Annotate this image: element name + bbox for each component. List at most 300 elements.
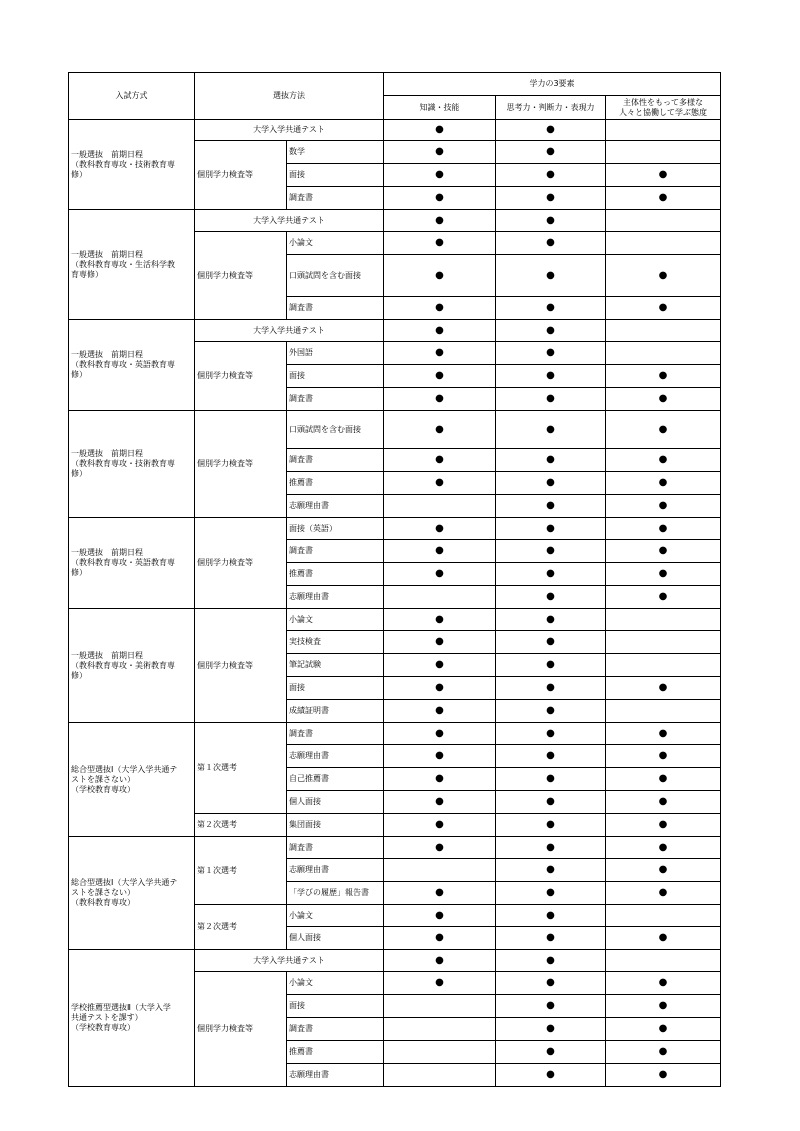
knowledge-mark-cell [384, 232, 496, 255]
thinking-mark-cell [496, 700, 606, 723]
proactive-mark-cell [606, 677, 721, 700]
knowledge-mark-cell [384, 320, 496, 342]
bullet-mark-icon: ● [435, 682, 444, 693]
selection-item-cell: 口頭試問を含む面接 [287, 255, 384, 297]
bullet-mark-icon: ● [546, 909, 555, 921]
thinking-mark-cell [496, 232, 606, 255]
knowledge-mark-cell [384, 1041, 496, 1064]
knowledge-mark-cell [384, 700, 496, 723]
selection-item-cell: 「学びの履歴」報告書 [287, 882, 384, 905]
bullet-mark-icon: ● [658, 568, 668, 579]
bullet-mark-icon: ● [435, 477, 444, 488]
knowledge-mark-cell [384, 859, 496, 882]
bullet-mark-icon: ● [546, 819, 555, 830]
proactive-mark-cell [606, 187, 721, 210]
knowledge-mark-cell [384, 449, 496, 472]
bullet-mark-icon: ● [435, 841, 444, 853]
exam-method-line: 総合型選抜Ⅰ（大学入学共通テ [71, 764, 178, 774]
proactive-mark-cell [606, 232, 721, 255]
selection-group-cell: 大学入学共通テスト [195, 950, 384, 972]
exam-method-line: 修） [71, 370, 87, 379]
table-row [69, 723, 721, 745]
bullet-mark-icon: ● [435, 705, 444, 716]
selection-item-cell: 志願理由書 [287, 586, 384, 609]
thinking-mark-cell [496, 677, 606, 700]
knowledge-mark-cell [384, 342, 496, 365]
proactive-mark-cell [606, 297, 721, 320]
proactive-mark-cell [606, 791, 721, 814]
bullet-mark-icon: ● [546, 636, 555, 647]
selection-item-cell: 個人面接 [287, 791, 384, 814]
thinking-mark-cell [496, 187, 606, 210]
thinking-mark-cell [496, 745, 606, 768]
selection-group-cell: 第２次選考 [195, 814, 287, 837]
thinking-mark-cell [496, 141, 606, 164]
exam-method-cell [69, 411, 195, 518]
table-row [69, 210, 721, 232]
header-thinking-line: 思考力・判断力・表現力 [506, 102, 595, 112]
bullet-mark-icon: ● [546, 545, 555, 556]
bullet-mark-icon: ● [546, 423, 555, 435]
selection-item-cell: 志願理由書 [287, 495, 384, 518]
bullet-mark-icon: ● [435, 423, 444, 435]
thinking-mark-cell [496, 768, 606, 791]
proactive-mark-cell [606, 518, 721, 540]
bullet-mark-icon: ● [435, 302, 444, 313]
proactive-mark-cell [606, 905, 721, 927]
knowledge-mark-cell [384, 837, 496, 859]
bullet-mark-icon: ● [435, 613, 444, 625]
thinking-mark-cell [496, 995, 606, 1018]
bullet-mark-icon: ● [435, 454, 444, 465]
exam-method-line: （教科教育専攻・生活科学教 [71, 259, 175, 269]
knowledge-mark-cell [384, 1064, 496, 1087]
knowledge-mark-cell [384, 972, 496, 995]
thinking-mark-cell [496, 837, 606, 859]
thinking-mark-cell [496, 859, 606, 882]
proactive-mark-cell [606, 609, 721, 631]
bullet-mark-icon: ● [435, 214, 444, 226]
thinking-mark-cell [496, 609, 606, 631]
bullet-mark-icon: ● [546, 192, 555, 203]
selection-item-cell: 面接 [287, 677, 384, 700]
selection-item-cell: 小論文 [287, 609, 384, 631]
exam-method-line: （教科教育専攻・美術教育専 [71, 660, 175, 670]
bullet-mark-icon: ● [546, 269, 555, 281]
thinking-mark-cell [496, 882, 606, 905]
bullet-mark-icon: ● [546, 522, 555, 534]
bullet-mark-icon: ● [658, 302, 668, 313]
bullet-mark-icon: ● [435, 347, 444, 358]
selection-group-cell: 個別学力検査等 [195, 972, 287, 1087]
thinking-mark-cell [496, 791, 606, 814]
selection-item-cell: 面接 [287, 995, 384, 1018]
knowledge-mark-cell [384, 995, 496, 1018]
bullet-mark-icon: ● [546, 727, 555, 739]
header-exam-method: 入試方式 [69, 73, 195, 120]
bullet-mark-icon: ● [546, 146, 555, 157]
thinking-mark-cell [496, 297, 606, 320]
knowledge-mark-cell [384, 745, 496, 768]
thinking-mark-cell [496, 905, 606, 927]
bullet-mark-icon: ● [658, 977, 668, 988]
knowledge-mark-cell [384, 141, 496, 164]
proactive-mark-cell [606, 120, 721, 141]
thinking-mark-cell [496, 1064, 606, 1087]
thinking-mark-cell [496, 449, 606, 472]
knowledge-mark-cell [384, 120, 496, 141]
thinking-mark-cell [496, 164, 606, 187]
bullet-mark-icon: ● [546, 169, 555, 180]
proactive-mark-cell [606, 1064, 721, 1087]
bullet-mark-icon: ● [546, 477, 555, 488]
selection-item-cell: 面接 [287, 164, 384, 187]
knowledge-mark-cell [384, 768, 496, 791]
exam-method-line: （教科教育専攻・英語教育専 [71, 360, 175, 369]
bullet-mark-icon: ● [658, 545, 668, 556]
header-knowledge-skills: 知識・技能 [384, 96, 496, 120]
proactive-mark-cell [606, 586, 721, 609]
bullet-mark-icon: ● [546, 682, 555, 693]
selection-group-cell: 個別学力検査等 [195, 518, 287, 609]
thinking-mark-cell [496, 972, 606, 995]
selection-item-cell: 調査書 [287, 837, 384, 859]
bullet-mark-icon: ● [546, 500, 555, 511]
header-proactive-line: 人々と協働して学ぶ態度 [619, 107, 708, 117]
proactive-mark-cell [606, 927, 721, 950]
knowledge-mark-cell [384, 388, 496, 411]
selection-group-cell: 第２次選考 [195, 905, 287, 950]
proactive-mark-cell [606, 210, 721, 232]
bullet-mark-icon: ● [658, 169, 668, 180]
knowledge-mark-cell [384, 540, 496, 563]
proactive-mark-cell [606, 342, 721, 365]
bullet-mark-icon: ● [658, 932, 668, 943]
proactive-mark-cell [606, 255, 721, 297]
exam-method-line: 一般選抜 前期日程 [71, 249, 143, 259]
exam-method-line: 修） [71, 670, 87, 680]
thinking-mark-cell [496, 255, 606, 297]
knowledge-mark-cell [384, 1018, 496, 1041]
selection-item-cell: 調査書 [287, 723, 384, 745]
bullet-mark-icon: ● [546, 347, 555, 358]
thinking-mark-cell [496, 120, 606, 141]
bullet-mark-icon: ● [435, 169, 444, 180]
exam-method-cell [69, 518, 195, 609]
exam-method-line: （学校教育専攻） [71, 784, 135, 794]
thinking-mark-cell [496, 540, 606, 563]
header-proactive-attitude [606, 96, 721, 120]
table-row [69, 609, 721, 631]
knowledge-mark-cell [384, 631, 496, 654]
thinking-mark-cell [496, 1041, 606, 1064]
proactive-mark-cell [606, 723, 721, 745]
exam-method-line: 一般選抜 前期日程 [71, 548, 143, 557]
selection-item-cell: 調査書 [287, 297, 384, 320]
knowledge-mark-cell [384, 563, 496, 586]
proactive-mark-cell [606, 495, 721, 518]
proactive-mark-cell [606, 814, 721, 837]
bullet-mark-icon: ● [658, 370, 668, 381]
exam-method-line: 修） [71, 568, 87, 577]
bullet-mark-icon: ● [546, 237, 555, 248]
thinking-mark-cell [496, 342, 606, 365]
knowledge-mark-cell [384, 210, 496, 232]
bullet-mark-icon: ● [546, 454, 555, 465]
header-three-elements: 学力の3要素 [384, 73, 721, 96]
bullet-mark-icon: ● [435, 954, 444, 966]
exam-method-line: 一般選抜 前期日程 [71, 449, 143, 458]
bullet-mark-icon: ● [546, 932, 555, 943]
proactive-mark-cell [606, 859, 721, 882]
bullet-mark-icon: ● [546, 1000, 555, 1011]
bullet-mark-icon: ● [435, 819, 444, 830]
knowledge-mark-cell [384, 654, 496, 677]
proactive-mark-cell [606, 768, 721, 791]
proactive-mark-cell [606, 1018, 721, 1041]
thinking-mark-cell [496, 631, 606, 654]
selection-item-cell: 口頭試問を含む面接 [287, 411, 384, 449]
exam-method-cell [69, 837, 195, 950]
bullet-mark-icon: ● [546, 954, 555, 966]
selection-group-cell: 大学入学共通テスト [195, 210, 384, 232]
thinking-mark-cell [496, 723, 606, 745]
proactive-mark-cell [606, 449, 721, 472]
bullet-mark-icon: ● [658, 1000, 668, 1011]
exam-method-line: 一般選抜 前期日程 [71, 650, 143, 660]
selection-item-cell: 調査書 [287, 1018, 384, 1041]
selection-item-cell: 調査書 [287, 449, 384, 472]
bullet-mark-icon: ● [435, 124, 444, 135]
bullet-mark-icon: ● [435, 773, 444, 784]
thinking-mark-cell [496, 950, 606, 972]
selection-item-cell: 数学 [287, 141, 384, 164]
proactive-mark-cell [606, 141, 721, 164]
selection-group-cell: 大学入学共通テスト [195, 120, 384, 141]
selection-item-cell: 小論文 [287, 905, 384, 927]
knowledge-mark-cell [384, 365, 496, 388]
selection-item-cell: 調査書 [287, 388, 384, 411]
selection-item-cell: 面接 [287, 365, 384, 388]
proactive-mark-cell [606, 700, 721, 723]
selection-item-cell: 志願理由書 [287, 745, 384, 768]
proactive-mark-cell [606, 882, 721, 905]
thinking-mark-cell [496, 927, 606, 950]
exam-method-line: 総合型選抜Ⅰ（大学入学共通テ [71, 878, 178, 887]
header-row-top [69, 73, 721, 96]
proactive-mark-cell [606, 631, 721, 654]
bullet-mark-icon: ● [658, 750, 668, 761]
selection-group-cell: 個別学力検査等 [195, 342, 287, 411]
bullet-mark-icon: ● [546, 214, 555, 226]
proactive-mark-cell [606, 995, 721, 1018]
bullet-mark-icon: ● [546, 124, 555, 135]
bullet-mark-icon: ● [435, 909, 444, 921]
selection-item-cell: 推薦書 [287, 563, 384, 586]
knowledge-mark-cell [384, 950, 496, 972]
exam-method-cell [69, 210, 195, 320]
bullet-mark-icon: ● [658, 269, 668, 281]
knowledge-mark-cell [384, 164, 496, 187]
exam-method-line: 修） [71, 169, 87, 179]
selection-item-cell: 志願理由書 [287, 1064, 384, 1087]
thinking-mark-cell [496, 654, 606, 677]
bullet-mark-icon: ● [435, 370, 444, 381]
exam-method-line: （学校教育専攻） [71, 1023, 135, 1032]
knowledge-mark-cell [384, 609, 496, 631]
selection-item-cell: 小論文 [287, 972, 384, 995]
proactive-mark-cell [606, 365, 721, 388]
table-row [69, 518, 721, 540]
thinking-mark-cell [496, 365, 606, 388]
thinking-mark-cell [496, 518, 606, 540]
bullet-mark-icon: ● [546, 591, 555, 602]
proactive-mark-cell [606, 950, 721, 972]
selection-group-cell: 個別学力検査等 [195, 141, 287, 210]
proactive-mark-cell [606, 1041, 721, 1064]
bullet-mark-icon: ● [435, 393, 444, 404]
header-proactive-line: 主体性をもって多様な [623, 97, 704, 107]
proactive-mark-cell [606, 837, 721, 859]
bullet-mark-icon: ● [546, 1069, 555, 1080]
knowledge-mark-cell [384, 518, 496, 540]
knowledge-mark-cell [384, 495, 496, 518]
exam-method-line: 修） [71, 469, 87, 478]
bullet-mark-icon: ● [435, 750, 444, 761]
selection-item-cell: 自己推薦書 [287, 768, 384, 791]
knowledge-mark-cell [384, 791, 496, 814]
bullet-mark-icon: ● [658, 192, 668, 203]
exam-method-line: （教科教育専攻・英語教育専 [71, 558, 175, 567]
selection-item-cell: 調査書 [287, 540, 384, 563]
table-row [69, 120, 721, 141]
selection-item-cell: 推薦書 [287, 472, 384, 495]
bullet-mark-icon: ● [658, 727, 668, 739]
bullet-mark-icon: ● [435, 932, 444, 943]
exam-method-line: 学校推薦型選抜Ⅱ（大学入学 [71, 1003, 171, 1012]
knowledge-mark-cell [384, 586, 496, 609]
knowledge-mark-cell [384, 677, 496, 700]
selection-item-cell: 小論文 [287, 232, 384, 255]
exam-method-line: ストを課さない） [71, 888, 135, 897]
bullet-mark-icon: ● [435, 636, 444, 647]
thinking-mark-cell [496, 472, 606, 495]
bullet-mark-icon: ● [546, 864, 555, 875]
knowledge-mark-cell [384, 927, 496, 950]
bullet-mark-icon: ● [546, 393, 555, 404]
bullet-mark-icon: ● [546, 887, 555, 898]
knowledge-mark-cell [384, 255, 496, 297]
bullet-mark-icon: ● [435, 568, 444, 579]
proactive-mark-cell [606, 563, 721, 586]
exam-method-cell [69, 609, 195, 723]
bullet-mark-icon: ● [435, 522, 444, 534]
bullet-mark-icon: ● [435, 727, 444, 739]
thinking-mark-cell [496, 586, 606, 609]
bullet-mark-icon: ● [546, 613, 555, 625]
bullet-mark-icon: ● [546, 705, 555, 716]
bullet-mark-icon: ● [658, 500, 668, 511]
bullet-mark-icon: ● [546, 302, 555, 313]
bullet-mark-icon: ● [658, 393, 668, 404]
selection-group-cell: 個別学力検査等 [195, 232, 287, 320]
proactive-mark-cell [606, 540, 721, 563]
selection-criteria-table [68, 72, 721, 1087]
exam-method-line: 一般選抜 前期日程 [71, 149, 143, 159]
proactive-mark-cell [606, 745, 721, 768]
bullet-mark-icon: ● [658, 522, 668, 534]
exam-method-line: 共通テストを課す） [71, 1013, 143, 1022]
exam-method-cell [69, 120, 195, 210]
bullet-mark-icon: ● [435, 659, 444, 670]
bullet-mark-icon: ● [546, 796, 555, 807]
exam-method-line: 育専修） [71, 269, 103, 279]
proactive-mark-cell [606, 164, 721, 187]
bullet-mark-icon: ● [658, 841, 668, 853]
selection-group-cell: 個別学力検査等 [195, 411, 287, 518]
table-row [69, 320, 721, 342]
bullet-mark-icon: ● [546, 773, 555, 784]
bullet-mark-icon: ● [435, 146, 444, 157]
selection-item-cell: 成績証明書 [287, 700, 384, 723]
bullet-mark-icon: ● [435, 887, 444, 898]
table-row [69, 950, 721, 972]
thinking-mark-cell [496, 1018, 606, 1041]
exam-method-line: ストを課さない） [71, 774, 135, 784]
selection-item-cell: 実技検査 [287, 631, 384, 654]
proactive-mark-cell [606, 320, 721, 342]
bullet-mark-icon: ● [658, 423, 668, 435]
knowledge-mark-cell [384, 723, 496, 745]
bullet-mark-icon: ● [435, 269, 444, 281]
selection-group-cell: 大学入学共通テスト [195, 320, 384, 342]
bullet-mark-icon: ● [658, 1023, 668, 1034]
bullet-mark-icon: ● [546, 370, 555, 381]
knowledge-mark-cell [384, 187, 496, 210]
bullet-mark-icon: ● [658, 864, 668, 875]
bullet-mark-icon: ● [658, 477, 668, 488]
bullet-mark-icon: ● [546, 750, 555, 761]
thinking-mark-cell [496, 495, 606, 518]
bullet-mark-icon: ● [546, 324, 555, 336]
bullet-mark-icon: ● [658, 887, 668, 898]
header-thinking [496, 96, 606, 120]
bullet-mark-icon: ● [435, 237, 444, 248]
bullet-mark-icon: ● [546, 977, 555, 988]
selection-item-cell: 外国語 [287, 342, 384, 365]
selection-item-cell: 個人面接 [287, 927, 384, 950]
selection-item-cell: 調査書 [287, 187, 384, 210]
bullet-mark-icon: ● [546, 1046, 555, 1057]
exam-method-line: （教科教育専攻・技術教育専 [71, 459, 175, 468]
bullet-mark-icon: ● [435, 192, 444, 203]
thinking-mark-cell [496, 320, 606, 342]
bullet-mark-icon: ● [435, 796, 444, 807]
thinking-mark-cell [496, 388, 606, 411]
thinking-mark-cell [496, 563, 606, 586]
thinking-mark-cell [496, 411, 606, 449]
knowledge-mark-cell [384, 814, 496, 837]
thinking-mark-cell [496, 210, 606, 232]
proactive-mark-cell [606, 972, 721, 995]
bullet-mark-icon: ● [546, 568, 555, 579]
knowledge-mark-cell [384, 411, 496, 449]
knowledge-mark-cell [384, 905, 496, 927]
proactive-mark-cell [606, 472, 721, 495]
bullet-mark-icon: ● [658, 454, 668, 465]
bullet-mark-icon: ● [658, 773, 668, 784]
proactive-mark-cell [606, 654, 721, 677]
